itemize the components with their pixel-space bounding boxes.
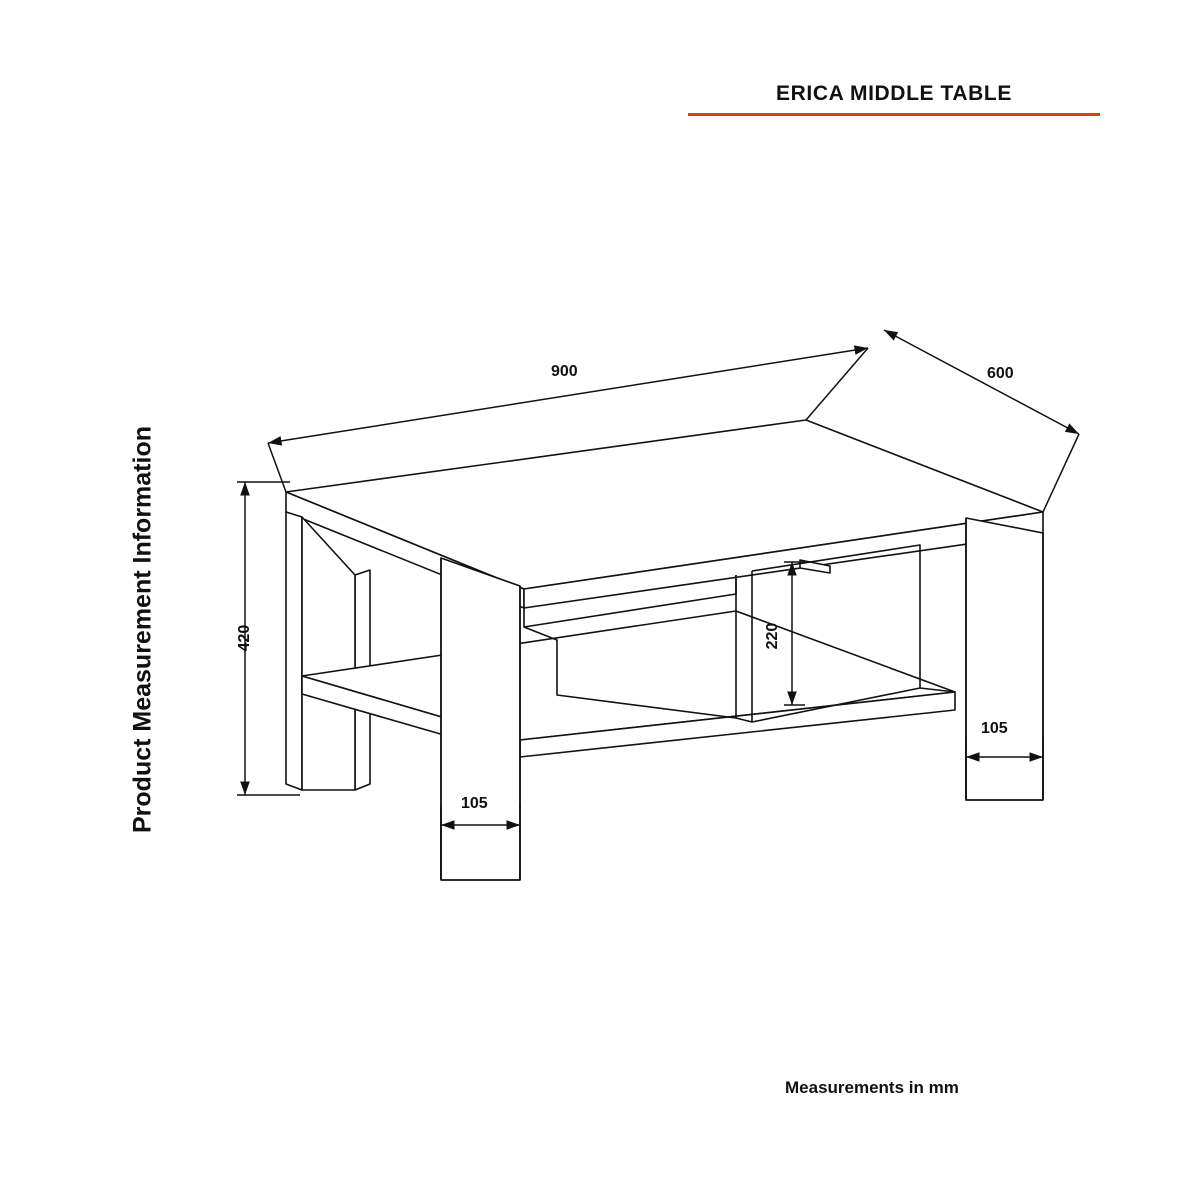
extension-width-right — [806, 348, 868, 420]
dimension-label-depth: 600 — [987, 365, 1014, 382]
leg-back-left-face — [302, 517, 355, 790]
leg-front-left-face — [441, 558, 520, 880]
dimension-label-leg-front: 105 — [461, 795, 488, 812]
leg-back-left-outer — [286, 512, 302, 790]
page-title: ERICA MIDDLE TABLE — [776, 82, 1012, 105]
dimension-label-leg-right: 105 — [981, 720, 1008, 737]
measurement-units-note: Measurements in mm — [785, 1078, 959, 1097]
dimension-label-width: 900 — [551, 363, 578, 380]
extension-depth-right — [1043, 434, 1079, 512]
side-label: Product Measurement Information — [128, 426, 157, 833]
table-isometric-body — [286, 420, 1043, 880]
extension-width-left — [268, 443, 286, 492]
dimension-label-shelf-gap: 220 — [764, 622, 781, 650]
table-top-surface — [286, 420, 1043, 589]
dimension-label-height: 420 — [236, 624, 253, 652]
dimension-line-depth — [884, 330, 1079, 434]
